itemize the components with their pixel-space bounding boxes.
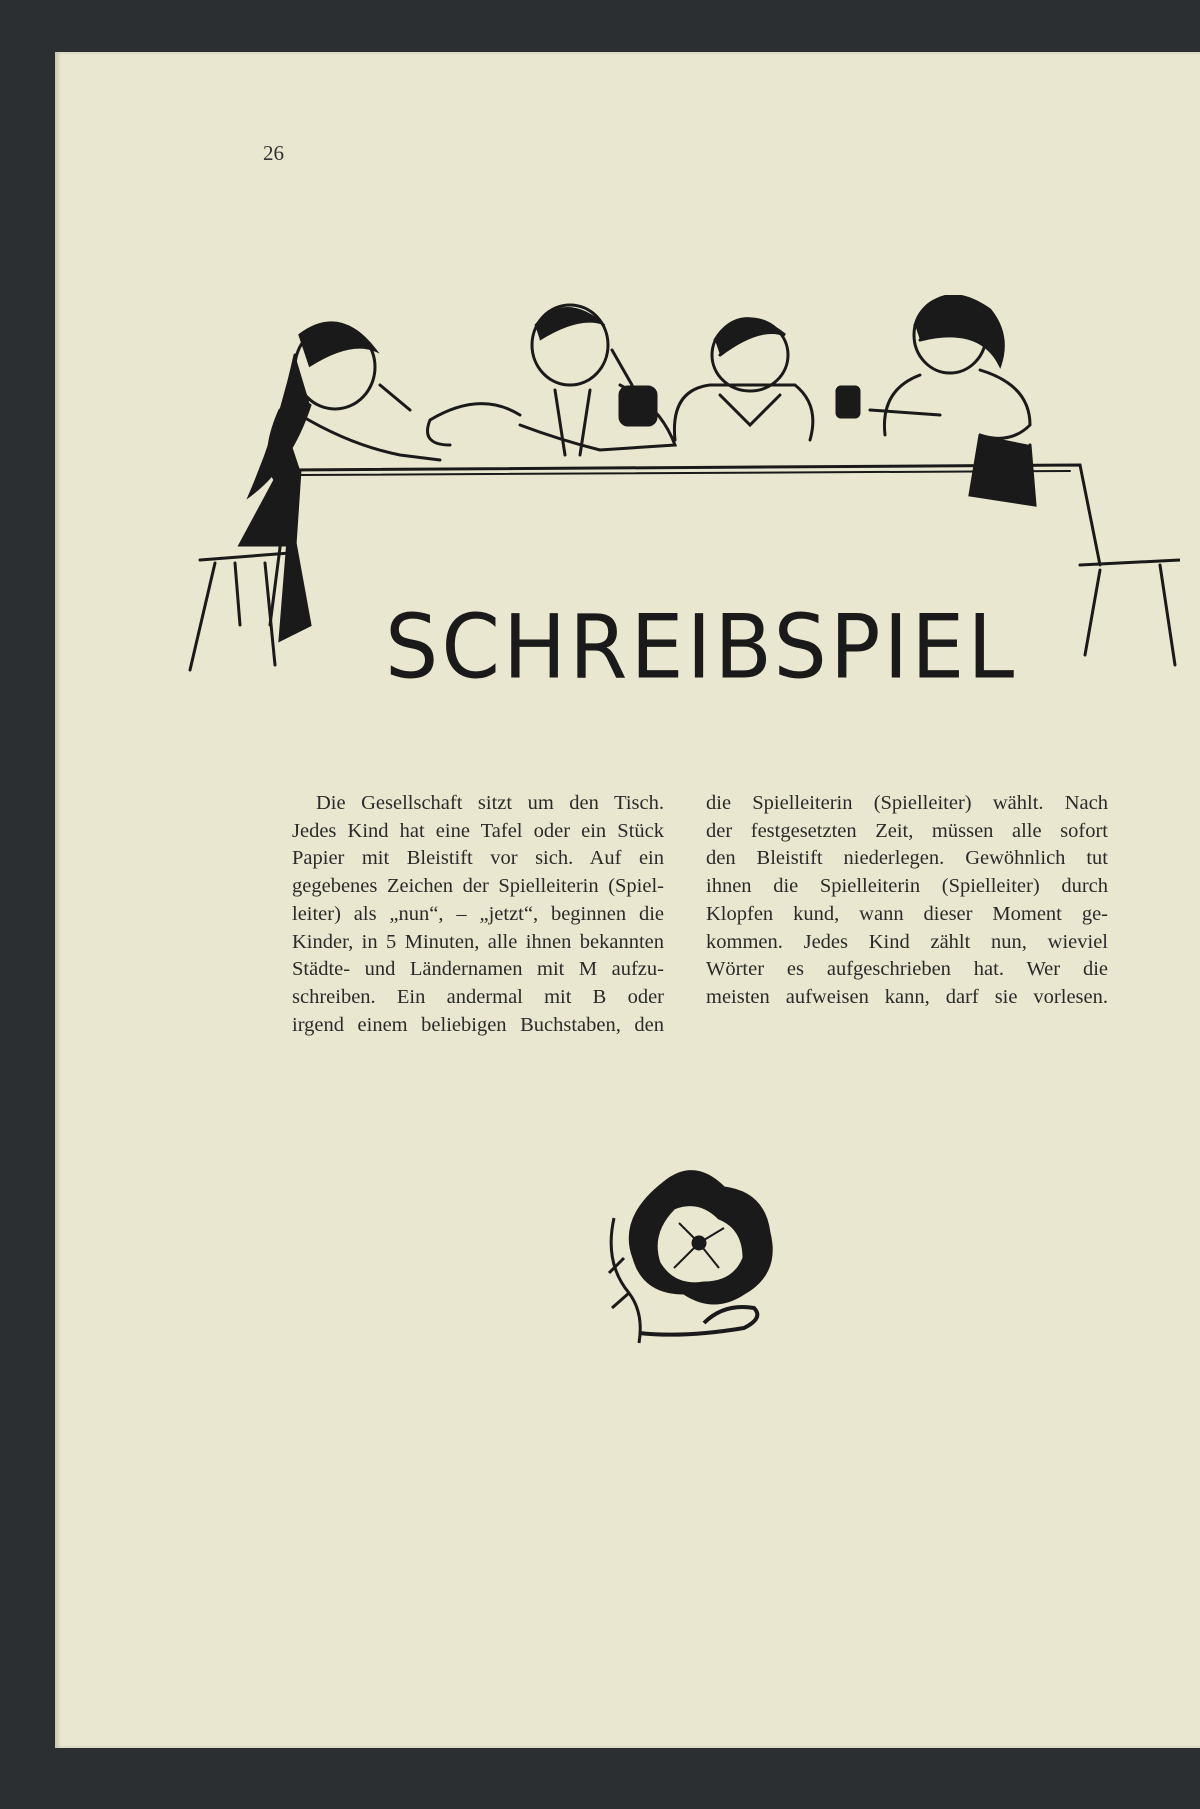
text-line: leiter) als „nun“, – „jetzt“, beginnen die	[292, 902, 664, 925]
page-number: 26	[263, 141, 284, 165]
text-line: Städte- und Ländernamen mit M aufzu-	[292, 958, 664, 981]
text-line: meisten aufweisen kann, darf sie vorlesen.	[706, 985, 1108, 1008]
text-line: die Spielleiterin (Spielleiter) wählt. Nach	[706, 792, 1108, 814]
text-column-left	[292, 790, 664, 1039]
text-line: Kinder, in 5 Minuten, alle ihnen bekannten	[292, 930, 664, 953]
text-line: Die Gesellschaft sitzt um den Tisch.	[316, 792, 664, 814]
text-line: gegebenes Zeichen der Spielleiterin (Spiel-	[292, 875, 664, 898]
text-line: Klopfen kund, wann dieser Moment ge-	[706, 902, 1108, 925]
text-line: schreiben. Ein andermal mit B oder	[292, 985, 664, 1008]
text-line: ihnen die Spielleiterin (Spielleiter) durch	[706, 875, 1108, 898]
pansy-ornament-icon	[604, 1163, 779, 1348]
page-title: SCHREIBSPIEL	[385, 595, 1018, 699]
text-line: kommen. Jedes Kind zählt nun, wieviel	[706, 930, 1108, 953]
text-line: Jedes Kind hat eine Tafel oder ein Stück	[292, 819, 664, 842]
text-line: Wörter es aufgeschrieben hat. Wer die	[706, 958, 1108, 981]
text-line: der festgesetzten Zeit, müssen alle sofort	[706, 819, 1108, 842]
text-line: Papier mit Bleistift vor sich. Auf ein	[292, 847, 664, 870]
text-line: den Bleistift niederlegen. Gewöhnlich tut	[706, 847, 1108, 870]
text-line: irgend einem beliebigen Buchstaben, den	[292, 1013, 664, 1036]
text-column-right	[706, 790, 1108, 1012]
